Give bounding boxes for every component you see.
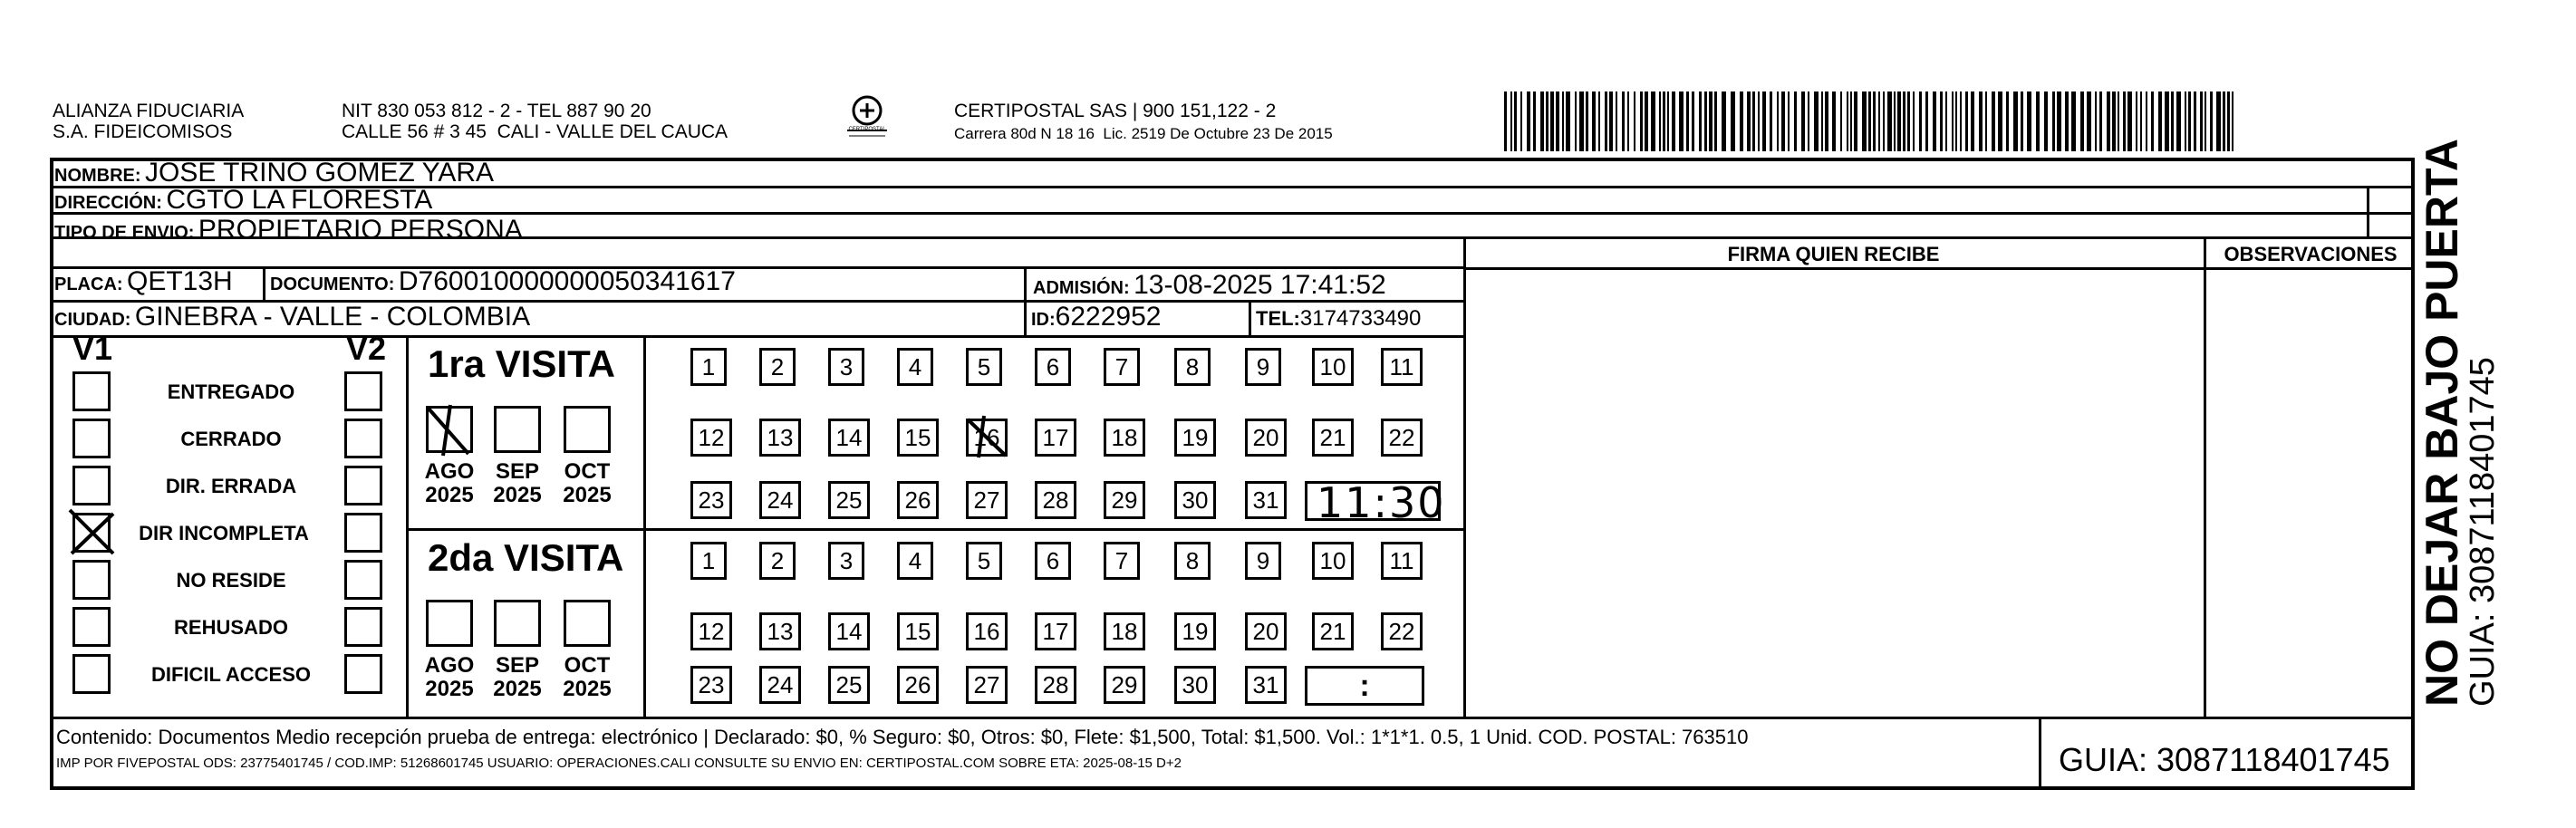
barcode (1502, 91, 2245, 155)
time-box-second[interactable]: : (1305, 666, 1424, 706)
day-box[interactable]: 27 (966, 666, 1008, 704)
tel-value: 3174733490 (1299, 306, 1422, 331)
day-box[interactable]: 22 (1381, 419, 1423, 457)
status-label: REHUSADO (174, 616, 288, 639)
v2-checkbox[interactable] (344, 513, 382, 553)
day-box[interactable]: 28 (1035, 666, 1076, 704)
month-checkbox[interactable] (426, 600, 473, 647)
day-box[interactable]: 20 (1245, 419, 1287, 457)
day-box[interactable]: 19 (1174, 612, 1216, 650)
v1-checkbox[interactable] (72, 607, 111, 647)
day-box[interactable]: 12 (690, 612, 732, 650)
v2-checkbox[interactable] (344, 607, 382, 647)
direccion-row: DIRECCIÓN: CGTO LA FLORESTA (54, 185, 433, 215)
day-box[interactable]: 14 (828, 419, 870, 457)
day-box[interactable]: 26 (897, 666, 939, 704)
day-box[interactable]: 11 (1381, 542, 1423, 580)
tel-field: TEL:3174733490 (1256, 306, 1422, 331)
day-box[interactable]: 27 (966, 481, 1008, 519)
v2-checkbox[interactable] (344, 466, 382, 505)
side-notice: NO DEJAR BAJO PUERTA GUIA: 3087118401745 (2417, 139, 2502, 707)
v1-checkbox[interactable] (72, 466, 111, 505)
day-box[interactable]: 12 (690, 419, 732, 457)
year-label: 2025 (425, 483, 474, 507)
status-label: NO RESIDE (176, 569, 286, 592)
day-box[interactable]: 1 (690, 542, 727, 580)
v2-checkbox[interactable] (344, 371, 382, 411)
day-box[interactable]: 28 (1035, 481, 1076, 519)
documento-field: DOCUMENTO: D760010000000050341617 (270, 266, 736, 296)
day-box[interactable]: 8 (1174, 348, 1211, 386)
day-box[interactable]: 2 (759, 348, 796, 386)
day-box[interactable]: 14 (828, 612, 870, 650)
day-box[interactable]: 10 (1312, 348, 1354, 386)
placa-value: QET13H (127, 266, 233, 296)
day-box[interactable]: 5 (966, 348, 1002, 386)
day-box[interactable]: 19 (1174, 419, 1216, 457)
v2-checkbox[interactable] (344, 560, 382, 600)
id-field: ID:6222952 (1031, 302, 1162, 332)
day-box[interactable]: 13 (759, 419, 801, 457)
tipo-envio-row: TIPO DE ENVIO: PROPIETARIO PERSONA (54, 215, 523, 245)
v2-checkbox[interactable] (344, 654, 382, 694)
year-label: 2025 (493, 677, 542, 701)
observaciones-header: OBSERVACIONES (2224, 243, 2398, 265)
admision-value: 13-08-2025 17:41:52 (1134, 270, 1386, 300)
day-box[interactable]: 31 (1245, 481, 1287, 519)
day-box[interactable]: 24 (759, 666, 801, 704)
month-label: OCT (564, 459, 611, 484)
day-box[interactable]: 6 (1035, 348, 1071, 386)
status-label: ENTREGADO (167, 380, 295, 403)
tipo-envio-value: PROPIETARIO PERSONA (198, 215, 523, 245)
v1-checkbox[interactable] (72, 560, 111, 600)
firma-header: FIRMA QUIEN RECIBE (1727, 243, 1940, 265)
day-box[interactable]: 30 (1174, 481, 1216, 519)
month-checkbox[interactable] (564, 406, 611, 453)
month-label: SEP (495, 459, 540, 484)
month-label: OCT (564, 653, 611, 678)
certipostal-logo: CERTIPOSTAL (840, 91, 894, 147)
admision-field: ADMISIÓN: 13-08-2025 17:41:52 (1033, 270, 1386, 300)
month-checkbox[interactable] (494, 600, 541, 647)
day-box[interactable]: 23 (690, 481, 732, 519)
company-name-line2: S.A. FIDEICOMISOS (53, 121, 233, 142)
v2-checkbox[interactable] (344, 419, 382, 458)
day-box[interactable]: 25 (828, 666, 870, 704)
day-box[interactable]: 7 (1104, 348, 1140, 386)
day-box[interactable]: 1 (690, 348, 727, 386)
v1-checkbox[interactable] (72, 654, 111, 694)
month-checkbox[interactable] (494, 406, 541, 453)
day-box[interactable]: 25 (828, 481, 870, 519)
day-box[interactable]: 31 (1245, 666, 1287, 704)
day-box[interactable]: 26 (897, 481, 939, 519)
day-box[interactable]: 8 (1174, 542, 1211, 580)
day-box[interactable]: 16 (966, 612, 1008, 650)
year-label: 2025 (425, 677, 474, 701)
day-box[interactable]: 17 (1035, 419, 1076, 457)
second-visit-title: 2da VISITA (428, 536, 624, 579)
day-box[interactable]: 29 (1104, 666, 1145, 704)
day-box[interactable]: 7 (1104, 542, 1140, 580)
day-box[interactable]: 18 (1104, 419, 1145, 457)
first-visit-title: 1ra VISITA (428, 342, 615, 385)
ciudad-field: CIUDAD: GINEBRA - VALLE - COLOMBIA (54, 302, 531, 332)
day-box[interactable]: 9 (1245, 542, 1281, 580)
day-box[interactable]: 4 (897, 348, 933, 386)
day-box[interactable]: 15 (897, 419, 939, 457)
year-label: 2025 (563, 483, 612, 507)
day-box[interactable]: 11 (1381, 348, 1423, 386)
status-label: DIFICIL ACCESO (150, 663, 311, 686)
ciudad-value: GINEBRA - VALLE - COLOMBIA (134, 302, 531, 332)
footer-imp: IMP POR FIVEPOSTAL ODS: 23775401745 / COD.IMP: 51268601745 USUARIO: OPERACIONES.CALI CONSULTE SU ENVIO EN: CERTIPOSTAL.COM SOBRE ETA: 2025-08-15 D+2 (56, 756, 1182, 771)
company-address: CALLE 56 # 3 45 CALI - VALLE DEL CAUCA (342, 121, 728, 142)
v1-label: V1 (72, 330, 113, 367)
day-box[interactable]: 20 (1245, 612, 1287, 650)
carrier-address: Carrera 80d N 18 16 Lic. 2519 De Octubre 23 De 2015 (954, 125, 1333, 142)
month-label: SEP (495, 653, 540, 678)
status-label: DIR INCOMPLETA (139, 522, 309, 544)
day-box[interactable]: 13 (759, 612, 801, 650)
day-box[interactable]: 5 (966, 542, 1002, 580)
day-box[interactable]: 4 (897, 542, 933, 580)
carrier-nit: CERTIPOSTAL SAS | 900 151,122 - 2 (954, 101, 1277, 121)
day-box[interactable]: 23 (690, 666, 732, 704)
day-box[interactable]: 30 (1174, 666, 1216, 704)
day-box[interactable]: 24 (759, 481, 801, 519)
day-box[interactable]: 9 (1245, 348, 1281, 386)
nombre-value: JOSE TRINO GOMEZ YARA (145, 158, 495, 188)
v1-checkbox[interactable] (72, 513, 111, 553)
year-label: 2025 (563, 677, 612, 701)
documento-value: D760010000000050341617 (398, 266, 736, 296)
day-box[interactable]: 21 (1312, 419, 1354, 457)
day-box[interactable]: 29 (1104, 481, 1145, 519)
day-box[interactable]: 6 (1035, 542, 1071, 580)
day-box[interactable]: 16 (966, 419, 1008, 457)
status-label: DIR. ERRADA (165, 475, 297, 497)
month-label: AGO (424, 653, 475, 678)
month-label: AGO (424, 459, 475, 484)
v1-checkbox[interactable] (72, 419, 111, 458)
direccion-value: CGTO LA FLORESTA (166, 185, 433, 215)
year-label: 2025 (493, 483, 542, 507)
time-box-first[interactable]: 11:30 (1305, 481, 1441, 521)
day-box[interactable]: 21 (1312, 612, 1354, 650)
v2-label: V2 (346, 330, 387, 367)
day-box[interactable]: 3 (828, 348, 864, 386)
placa-field: PLACA: QET13H (54, 266, 233, 296)
footer-guia: GUIA: 3087118401745 (2059, 741, 2390, 778)
day-box[interactable]: 17 (1035, 612, 1076, 650)
day-box[interactable]: 18 (1104, 612, 1145, 650)
nombre-row: NOMBRE: JOSE TRINO GOMEZ YARA (54, 158, 495, 188)
day-box[interactable]: 22 (1381, 612, 1423, 650)
day-box[interactable]: 10 (1312, 542, 1354, 580)
day-box[interactable]: 2 (759, 542, 796, 580)
v1-checkbox[interactable] (72, 371, 111, 411)
month-checkbox[interactable] (426, 406, 473, 453)
status-label: CERRADO (180, 428, 282, 450)
footer-contenido: Contenido: Documentos Medio recepción prueba de entrega: electrónico | Declarado: $0, % Seguro: $0, Otros: $0, Flete: $1,500, Total: $1,500. Vol.: 1*1*1. 0.5, 1 Unid. COD. POSTAL: 763510 (56, 726, 1749, 748)
handwritten-mark (960, 412, 1015, 467)
day-box[interactable]: 15 (897, 612, 939, 650)
company-name-line1: ALIANZA FIDUCIARIA (53, 101, 245, 121)
id-value: 6222952 (1055, 302, 1162, 332)
company-nit: NIT 830 053 812 - 2 - TEL 887 90 20 (342, 101, 651, 121)
day-box[interactable]: 3 (828, 542, 864, 580)
month-checkbox[interactable] (564, 600, 611, 647)
